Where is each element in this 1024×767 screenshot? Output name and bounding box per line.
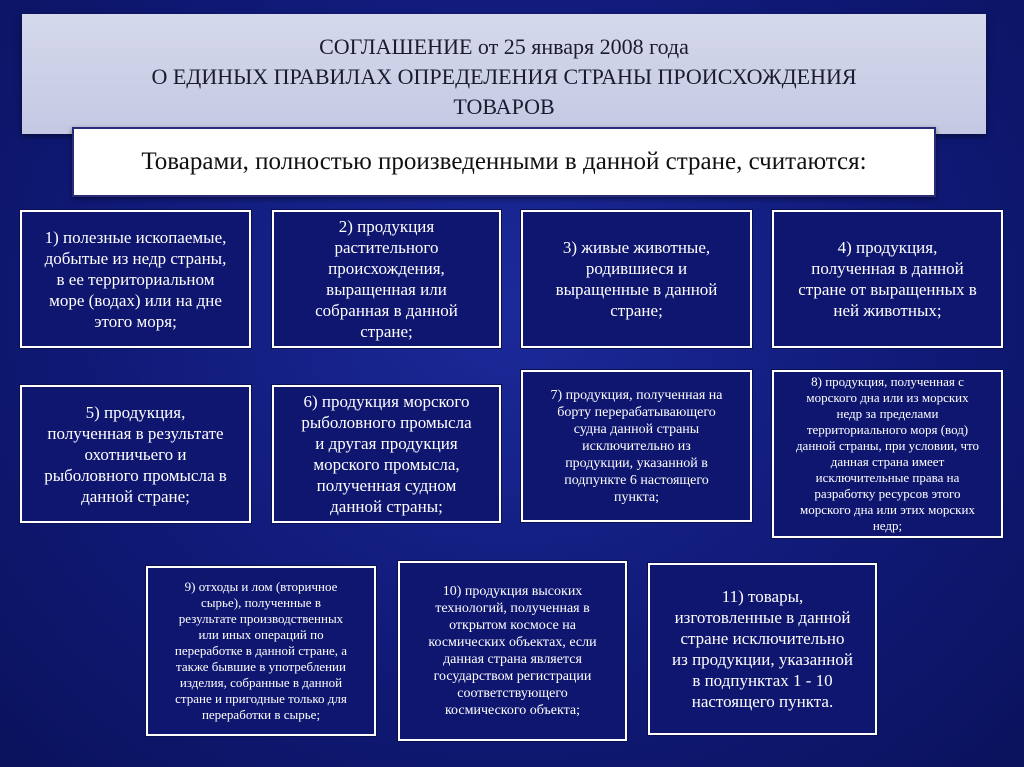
- item-text-4: 4) продукция, полученная в данной стране от выращенных в ней животных;: [798, 238, 977, 320]
- item-text-8: 8) продукция, полученная с морского дна или из морских недр за пределами территориального моря (вод) данной страны, при условии, что данная страна имеет исключительные права на разработку ресурсов этого морского дна или этих морских недр;: [795, 374, 980, 533]
- header-line-2: О ЕДИНЫХ ПРАВИЛАХ ОПРЕДЕЛЕНИЯ СТРАНЫ ПРОИСХОЖДЕНИЯ: [151, 64, 857, 89]
- item-box-2: [272, 210, 501, 348]
- header-line-1: СОГЛАШЕНИЕ от 25 января 2008 года: [319, 34, 689, 59]
- item-text-6: 6) продукция морского рыболовного промысла и другая продукция морского промысла, полученная судном данной страны;: [301, 392, 472, 516]
- item-box-7: [521, 370, 752, 522]
- item-box-5: [20, 385, 251, 523]
- item-box-3: [521, 210, 752, 348]
- item-text-11: 11) товары, изготовленные в данной стране исключительно из продукции, указанной в подпунктах 1 - 10 настоящего пункта.: [672, 587, 853, 711]
- item-text-5: 5) продукция, полученная в результате охотничьего и рыболовного промысла в данной стране;: [44, 402, 227, 506]
- item-text-1: 1) полезные ископаемые, добытые из недр страны, в ее территориальном море (водах) или на дне этого моря;: [44, 227, 227, 331]
- header-line-3: ТОВАРОВ: [453, 94, 555, 119]
- item-box-10: [398, 561, 627, 741]
- item-box-1: [20, 210, 251, 348]
- item-text-3: 3) живые животные, родившиеся и выращенные в данной стране;: [555, 238, 718, 320]
- item-box-9: [146, 566, 376, 736]
- item-text-9: 9) отходы и лом (вторичное сырье), полученные в результате производственных или иных операций по переработке в данной стране, а также бывшие в употреблении изделия, собранные в данной стране и пригодные только для переработки в сырье;: [174, 579, 348, 722]
- slide-header: [22, 14, 986, 134]
- subtitle-bar: [72, 127, 936, 197]
- item-box-6: [272, 385, 501, 523]
- item-text-7: 7) продукция, полученная на борту перерабатывающего судна данной страны исключительно из продукции, указанной в подпункте 6 настоящего пункта;: [550, 387, 723, 505]
- subtitle-text: Товарами, полностью произведенными в данной стране, считаются:: [141, 148, 867, 175]
- item-box-11: [648, 563, 877, 735]
- item-box-4: [772, 210, 1003, 348]
- item-box-8: [772, 370, 1003, 538]
- item-text-2: 2) продукция растительного происхождения, выращенная или собранная в данной стране;: [315, 217, 458, 341]
- item-text-10: 10) продукция высоких технологий, полученная в открытом космосе на космических объектах, если данная страна является государством регистрации соответствующего космического объекта;: [428, 584, 597, 718]
